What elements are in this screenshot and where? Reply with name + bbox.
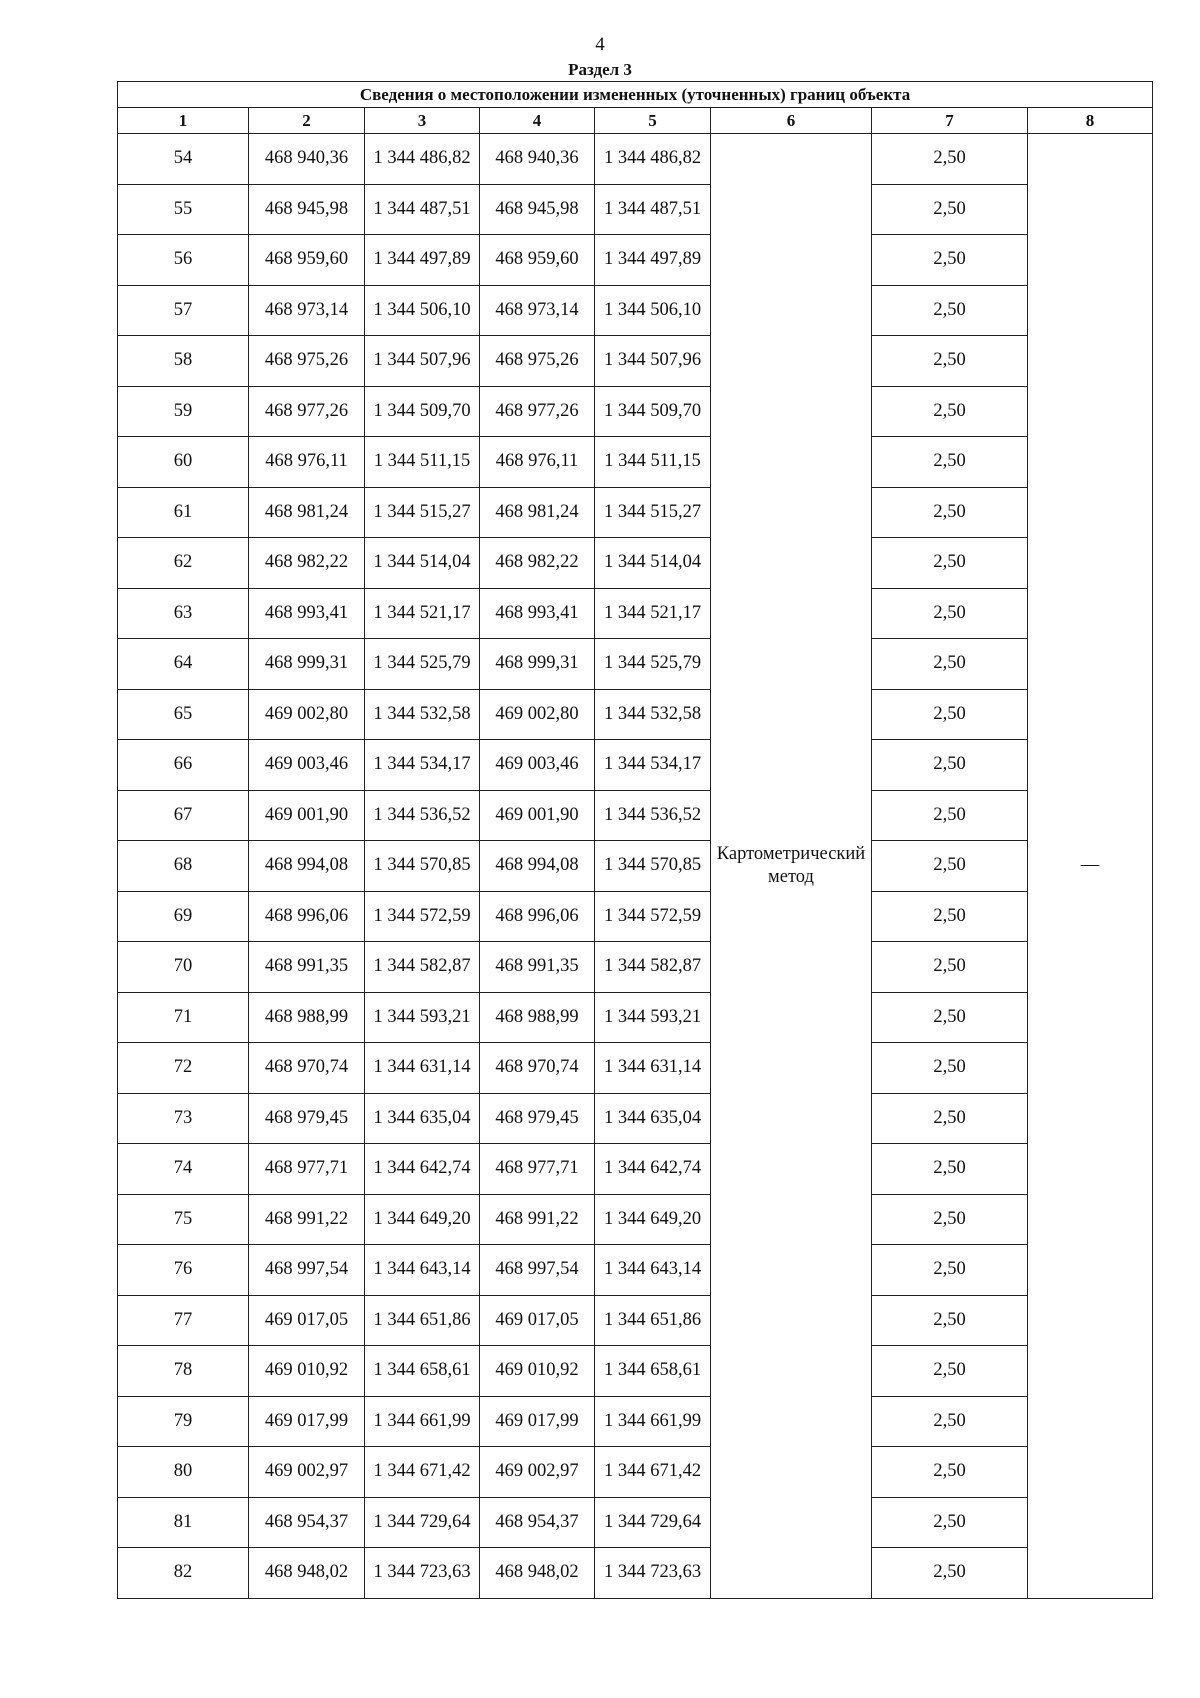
x-old-cell: 468 976,11 [249, 437, 365, 488]
x-old-cell: 469 017,99 [249, 1396, 365, 1447]
accuracy-cell: 2,50 [872, 942, 1028, 993]
y-old-cell: 1 344 671,42 [365, 1447, 480, 1498]
accuracy-cell: 2,50 [872, 1043, 1028, 1094]
page-number: 4 [595, 34, 605, 55]
table-row [118, 1497, 1153, 1548]
accuracy-cell: 2,50 [872, 1093, 1028, 1144]
accuracy-cell: 2,50 [872, 1548, 1028, 1599]
x-new-cell: 468 940,36 [480, 134, 595, 185]
table-row [118, 1194, 1153, 1245]
y-new-cell: 1 344 521,17 [595, 588, 711, 639]
y-new-cell: 1 344 651,86 [595, 1295, 711, 1346]
table-row [118, 639, 1153, 690]
y-new-cell: 1 344 536,52 [595, 790, 711, 841]
x-old-cell: 468 982,22 [249, 538, 365, 589]
accuracy-cell: 2,50 [872, 386, 1028, 437]
accuracy-cell: 2,50 [872, 184, 1028, 235]
x-new-cell: 468 977,26 [480, 386, 595, 437]
x-old-cell: 468 991,22 [249, 1194, 365, 1245]
x-new-cell: 469 002,80 [480, 689, 595, 740]
point-number-cell: 81 [118, 1497, 249, 1548]
table-row [118, 992, 1153, 1043]
y-old-cell: 1 344 511,15 [365, 437, 480, 488]
accuracy-cell: 2,50 [872, 841, 1028, 892]
point-number-cell: 75 [118, 1194, 249, 1245]
x-new-cell: 468 948,02 [480, 1548, 595, 1599]
x-old-cell: 469 001,90 [249, 790, 365, 841]
table-row [118, 790, 1153, 841]
y-new-cell: 1 344 511,15 [595, 437, 711, 488]
x-new-cell: 469 001,90 [480, 790, 595, 841]
table-row [118, 1144, 1153, 1195]
y-new-cell: 1 344 532,58 [595, 689, 711, 740]
y-old-cell: 1 344 497,89 [365, 235, 480, 286]
table-row [118, 487, 1153, 538]
point-number-cell: 56 [118, 235, 249, 286]
x-old-cell: 468 973,14 [249, 285, 365, 336]
table-row [118, 1043, 1153, 1094]
accuracy-cell: 2,50 [872, 639, 1028, 690]
point-number-cell: 59 [118, 386, 249, 437]
y-new-cell: 1 344 582,87 [595, 942, 711, 993]
point-number-cell: 79 [118, 1396, 249, 1447]
accuracy-cell: 2,50 [872, 588, 1028, 639]
y-new-cell: 1 344 661,99 [595, 1396, 711, 1447]
y-old-cell: 1 344 572,59 [365, 891, 480, 942]
column-header-3: 3 [365, 108, 480, 134]
point-number-cell: 62 [118, 538, 249, 589]
x-new-cell: 468 945,98 [480, 184, 595, 235]
x-old-cell: 468 999,31 [249, 639, 365, 690]
y-new-cell: 1 344 570,85 [595, 841, 711, 892]
x-new-cell: 468 993,41 [480, 588, 595, 639]
point-number-cell: 67 [118, 790, 249, 841]
x-old-cell: 468 970,74 [249, 1043, 365, 1094]
point-number-cell: 54 [118, 134, 249, 185]
table-row [118, 841, 1153, 892]
accuracy-cell: 2,50 [872, 134, 1028, 185]
y-new-cell: 1 344 486,82 [595, 134, 711, 185]
y-old-cell: 1 344 635,04 [365, 1093, 480, 1144]
y-new-cell: 1 344 593,21 [595, 992, 711, 1043]
y-new-cell: 1 344 658,61 [595, 1346, 711, 1397]
y-new-cell: 1 344 515,27 [595, 487, 711, 538]
point-number-cell: 76 [118, 1245, 249, 1296]
table-row [118, 740, 1153, 791]
section-title: Раздел 3 [568, 60, 632, 79]
y-new-cell: 1 344 507,96 [595, 336, 711, 387]
x-new-cell: 468 959,60 [480, 235, 595, 286]
x-old-cell: 469 002,80 [249, 689, 365, 740]
x-new-cell: 469 003,46 [480, 740, 595, 791]
y-old-cell: 1 344 532,58 [365, 689, 480, 740]
x-old-cell: 468 993,41 [249, 588, 365, 639]
y-old-cell: 1 344 536,52 [365, 790, 480, 841]
accuracy-cell: 2,50 [872, 1447, 1028, 1498]
table-row [118, 891, 1153, 942]
y-new-cell: 1 344 506,10 [595, 285, 711, 336]
accuracy-cell: 2,50 [872, 487, 1028, 538]
y-old-cell: 1 344 723,63 [365, 1548, 480, 1599]
column-header-6: 6 [711, 108, 872, 134]
accuracy-cell: 2,50 [872, 689, 1028, 740]
y-old-cell: 1 344 515,27 [365, 487, 480, 538]
x-old-cell: 468 994,08 [249, 841, 365, 892]
table-row [118, 538, 1153, 589]
y-new-cell: 1 344 649,20 [595, 1194, 711, 1245]
point-number-cell: 65 [118, 689, 249, 740]
column-header-1: 1 [118, 108, 249, 134]
point-number-cell: 80 [118, 1447, 249, 1498]
accuracy-cell: 2,50 [872, 1396, 1028, 1447]
point-number-cell: 60 [118, 437, 249, 488]
table-row [118, 1093, 1153, 1144]
table-row [118, 1295, 1153, 1346]
y-new-cell: 1 344 487,51 [595, 184, 711, 235]
y-old-cell: 1 344 487,51 [365, 184, 480, 235]
y-old-cell: 1 344 506,10 [365, 285, 480, 336]
point-number-cell: 61 [118, 487, 249, 538]
x-old-cell: 469 017,05 [249, 1295, 365, 1346]
accuracy-cell: 2,50 [872, 740, 1028, 791]
point-number-cell: 66 [118, 740, 249, 791]
point-number-cell: 64 [118, 639, 249, 690]
table-body [118, 134, 1153, 1599]
x-old-cell: 468 991,35 [249, 942, 365, 993]
accuracy-cell: 2,50 [872, 790, 1028, 841]
x-new-cell: 468 954,37 [480, 1497, 595, 1548]
y-old-cell: 1 344 631,14 [365, 1043, 480, 1094]
y-old-cell: 1 344 658,61 [365, 1346, 480, 1397]
x-new-cell: 468 977,71 [480, 1144, 595, 1195]
table-row [118, 1346, 1153, 1397]
x-old-cell: 468 977,71 [249, 1144, 365, 1195]
point-number-cell: 69 [118, 891, 249, 942]
x-new-cell: 469 002,97 [480, 1447, 595, 1498]
x-new-cell: 469 017,05 [480, 1295, 595, 1346]
y-new-cell: 1 344 642,74 [595, 1144, 711, 1195]
column-header-row [118, 108, 1153, 134]
accuracy-cell: 2,50 [872, 1194, 1028, 1245]
table-row [118, 184, 1153, 235]
table-row [118, 235, 1153, 286]
y-new-cell: 1 344 729,64 [595, 1497, 711, 1548]
table-caption: Сведения о местоположении измененных (уточненных) границ объекта [118, 82, 1153, 108]
table-row [118, 285, 1153, 336]
y-old-cell: 1 344 582,87 [365, 942, 480, 993]
point-number-cell: 74 [118, 1144, 249, 1195]
point-number-cell: 58 [118, 336, 249, 387]
x-new-cell: 468 976,11 [480, 437, 595, 488]
point-number-cell: 55 [118, 184, 249, 235]
x-old-cell: 468 979,45 [249, 1093, 365, 1144]
x-new-cell: 468 996,06 [480, 891, 595, 942]
x-old-cell: 468 996,06 [249, 891, 365, 942]
y-old-cell: 1 344 534,17 [365, 740, 480, 791]
column-header-8: 8 [1028, 108, 1153, 134]
table-row [118, 942, 1153, 993]
accuracy-cell: 2,50 [872, 1346, 1028, 1397]
y-old-cell: 1 344 509,70 [365, 386, 480, 437]
table-row [118, 689, 1153, 740]
y-old-cell: 1 344 514,04 [365, 538, 480, 589]
column-header-4: 4 [480, 108, 595, 134]
table-row [118, 134, 1153, 185]
x-old-cell: 468 948,02 [249, 1548, 365, 1599]
y-new-cell: 1 344 534,17 [595, 740, 711, 791]
accuracy-cell: 2,50 [872, 437, 1028, 488]
table-row [118, 1245, 1153, 1296]
point-number-cell: 71 [118, 992, 249, 1043]
table-row [118, 1548, 1153, 1599]
y-old-cell: 1 344 661,99 [365, 1396, 480, 1447]
note-cell: — [1028, 134, 1153, 1599]
column-header-2: 2 [249, 108, 365, 134]
accuracy-cell: 2,50 [872, 1295, 1028, 1346]
y-old-cell: 1 344 643,14 [365, 1245, 480, 1296]
y-old-cell: 1 344 642,74 [365, 1144, 480, 1195]
y-new-cell: 1 344 525,79 [595, 639, 711, 690]
point-number-cell: 70 [118, 942, 249, 993]
y-new-cell: 1 344 497,89 [595, 235, 711, 286]
accuracy-cell: 2,50 [872, 992, 1028, 1043]
accuracy-cell: 2,50 [872, 891, 1028, 942]
y-new-cell: 1 344 509,70 [595, 386, 711, 437]
y-old-cell: 1 344 507,96 [365, 336, 480, 387]
x-new-cell: 468 981,24 [480, 487, 595, 538]
y-old-cell: 1 344 525,79 [365, 639, 480, 690]
point-number-cell: 78 [118, 1346, 249, 1397]
x-old-cell: 468 988,99 [249, 992, 365, 1043]
y-new-cell: 1 344 723,63 [595, 1548, 711, 1599]
column-header-7: 7 [872, 108, 1028, 134]
y-old-cell: 1 344 649,20 [365, 1194, 480, 1245]
point-number-cell: 77 [118, 1295, 249, 1346]
y-old-cell: 1 344 570,85 [365, 841, 480, 892]
y-new-cell: 1 344 572,59 [595, 891, 711, 942]
x-old-cell: 469 003,46 [249, 740, 365, 791]
point-number-cell: 82 [118, 1548, 249, 1599]
accuracy-cell: 2,50 [872, 538, 1028, 589]
accuracy-cell: 2,50 [872, 235, 1028, 286]
y-old-cell: 1 344 521,17 [365, 588, 480, 639]
x-old-cell: 468 945,98 [249, 184, 365, 235]
x-new-cell: 468 970,74 [480, 1043, 595, 1094]
x-new-cell: 468 975,26 [480, 336, 595, 387]
point-number-cell: 57 [118, 285, 249, 336]
table-row [118, 437, 1153, 488]
x-new-cell: 468 991,35 [480, 942, 595, 993]
accuracy-cell: 2,50 [872, 1245, 1028, 1296]
x-new-cell: 468 979,45 [480, 1093, 595, 1144]
method-cell: Картометрический метод [711, 134, 872, 1599]
x-old-cell: 468 997,54 [249, 1245, 365, 1296]
y-new-cell: 1 344 635,04 [595, 1093, 711, 1144]
accuracy-cell: 2,50 [872, 285, 1028, 336]
x-old-cell: 469 010,92 [249, 1346, 365, 1397]
x-new-cell: 468 973,14 [480, 285, 595, 336]
point-number-cell: 72 [118, 1043, 249, 1094]
table-row [118, 1396, 1153, 1447]
x-new-cell: 468 997,54 [480, 1245, 595, 1296]
x-new-cell: 468 999,31 [480, 639, 595, 690]
x-old-cell: 468 940,36 [249, 134, 365, 185]
y-new-cell: 1 344 671,42 [595, 1447, 711, 1498]
x-old-cell: 468 959,60 [249, 235, 365, 286]
y-new-cell: 1 344 643,14 [595, 1245, 711, 1296]
table-row [118, 386, 1153, 437]
coordinates-table [117, 81, 1153, 1599]
x-new-cell: 469 010,92 [480, 1346, 595, 1397]
x-old-cell: 468 981,24 [249, 487, 365, 538]
y-new-cell: 1 344 514,04 [595, 538, 711, 589]
point-number-cell: 63 [118, 588, 249, 639]
x-new-cell: 468 982,22 [480, 538, 595, 589]
x-old-cell: 468 954,37 [249, 1497, 365, 1548]
y-old-cell: 1 344 486,82 [365, 134, 480, 185]
accuracy-cell: 2,50 [872, 1144, 1028, 1195]
accuracy-cell: 2,50 [872, 1497, 1028, 1548]
x-new-cell: 468 991,22 [480, 1194, 595, 1245]
y-old-cell: 1 344 593,21 [365, 992, 480, 1043]
x-new-cell: 468 988,99 [480, 992, 595, 1043]
y-new-cell: 1 344 631,14 [595, 1043, 711, 1094]
column-header-5: 5 [595, 108, 711, 134]
y-old-cell: 1 344 729,64 [365, 1497, 480, 1548]
table-row [118, 1447, 1153, 1498]
x-old-cell: 469 002,97 [249, 1447, 365, 1498]
table-row [118, 588, 1153, 639]
x-new-cell: 469 017,99 [480, 1396, 595, 1447]
point-number-cell: 68 [118, 841, 249, 892]
accuracy-cell: 2,50 [872, 336, 1028, 387]
table-row [118, 336, 1153, 387]
y-old-cell: 1 344 651,86 [365, 1295, 480, 1346]
x-old-cell: 468 977,26 [249, 386, 365, 437]
x-old-cell: 468 975,26 [249, 336, 365, 387]
point-number-cell: 73 [118, 1093, 249, 1144]
x-new-cell: 468 994,08 [480, 841, 595, 892]
